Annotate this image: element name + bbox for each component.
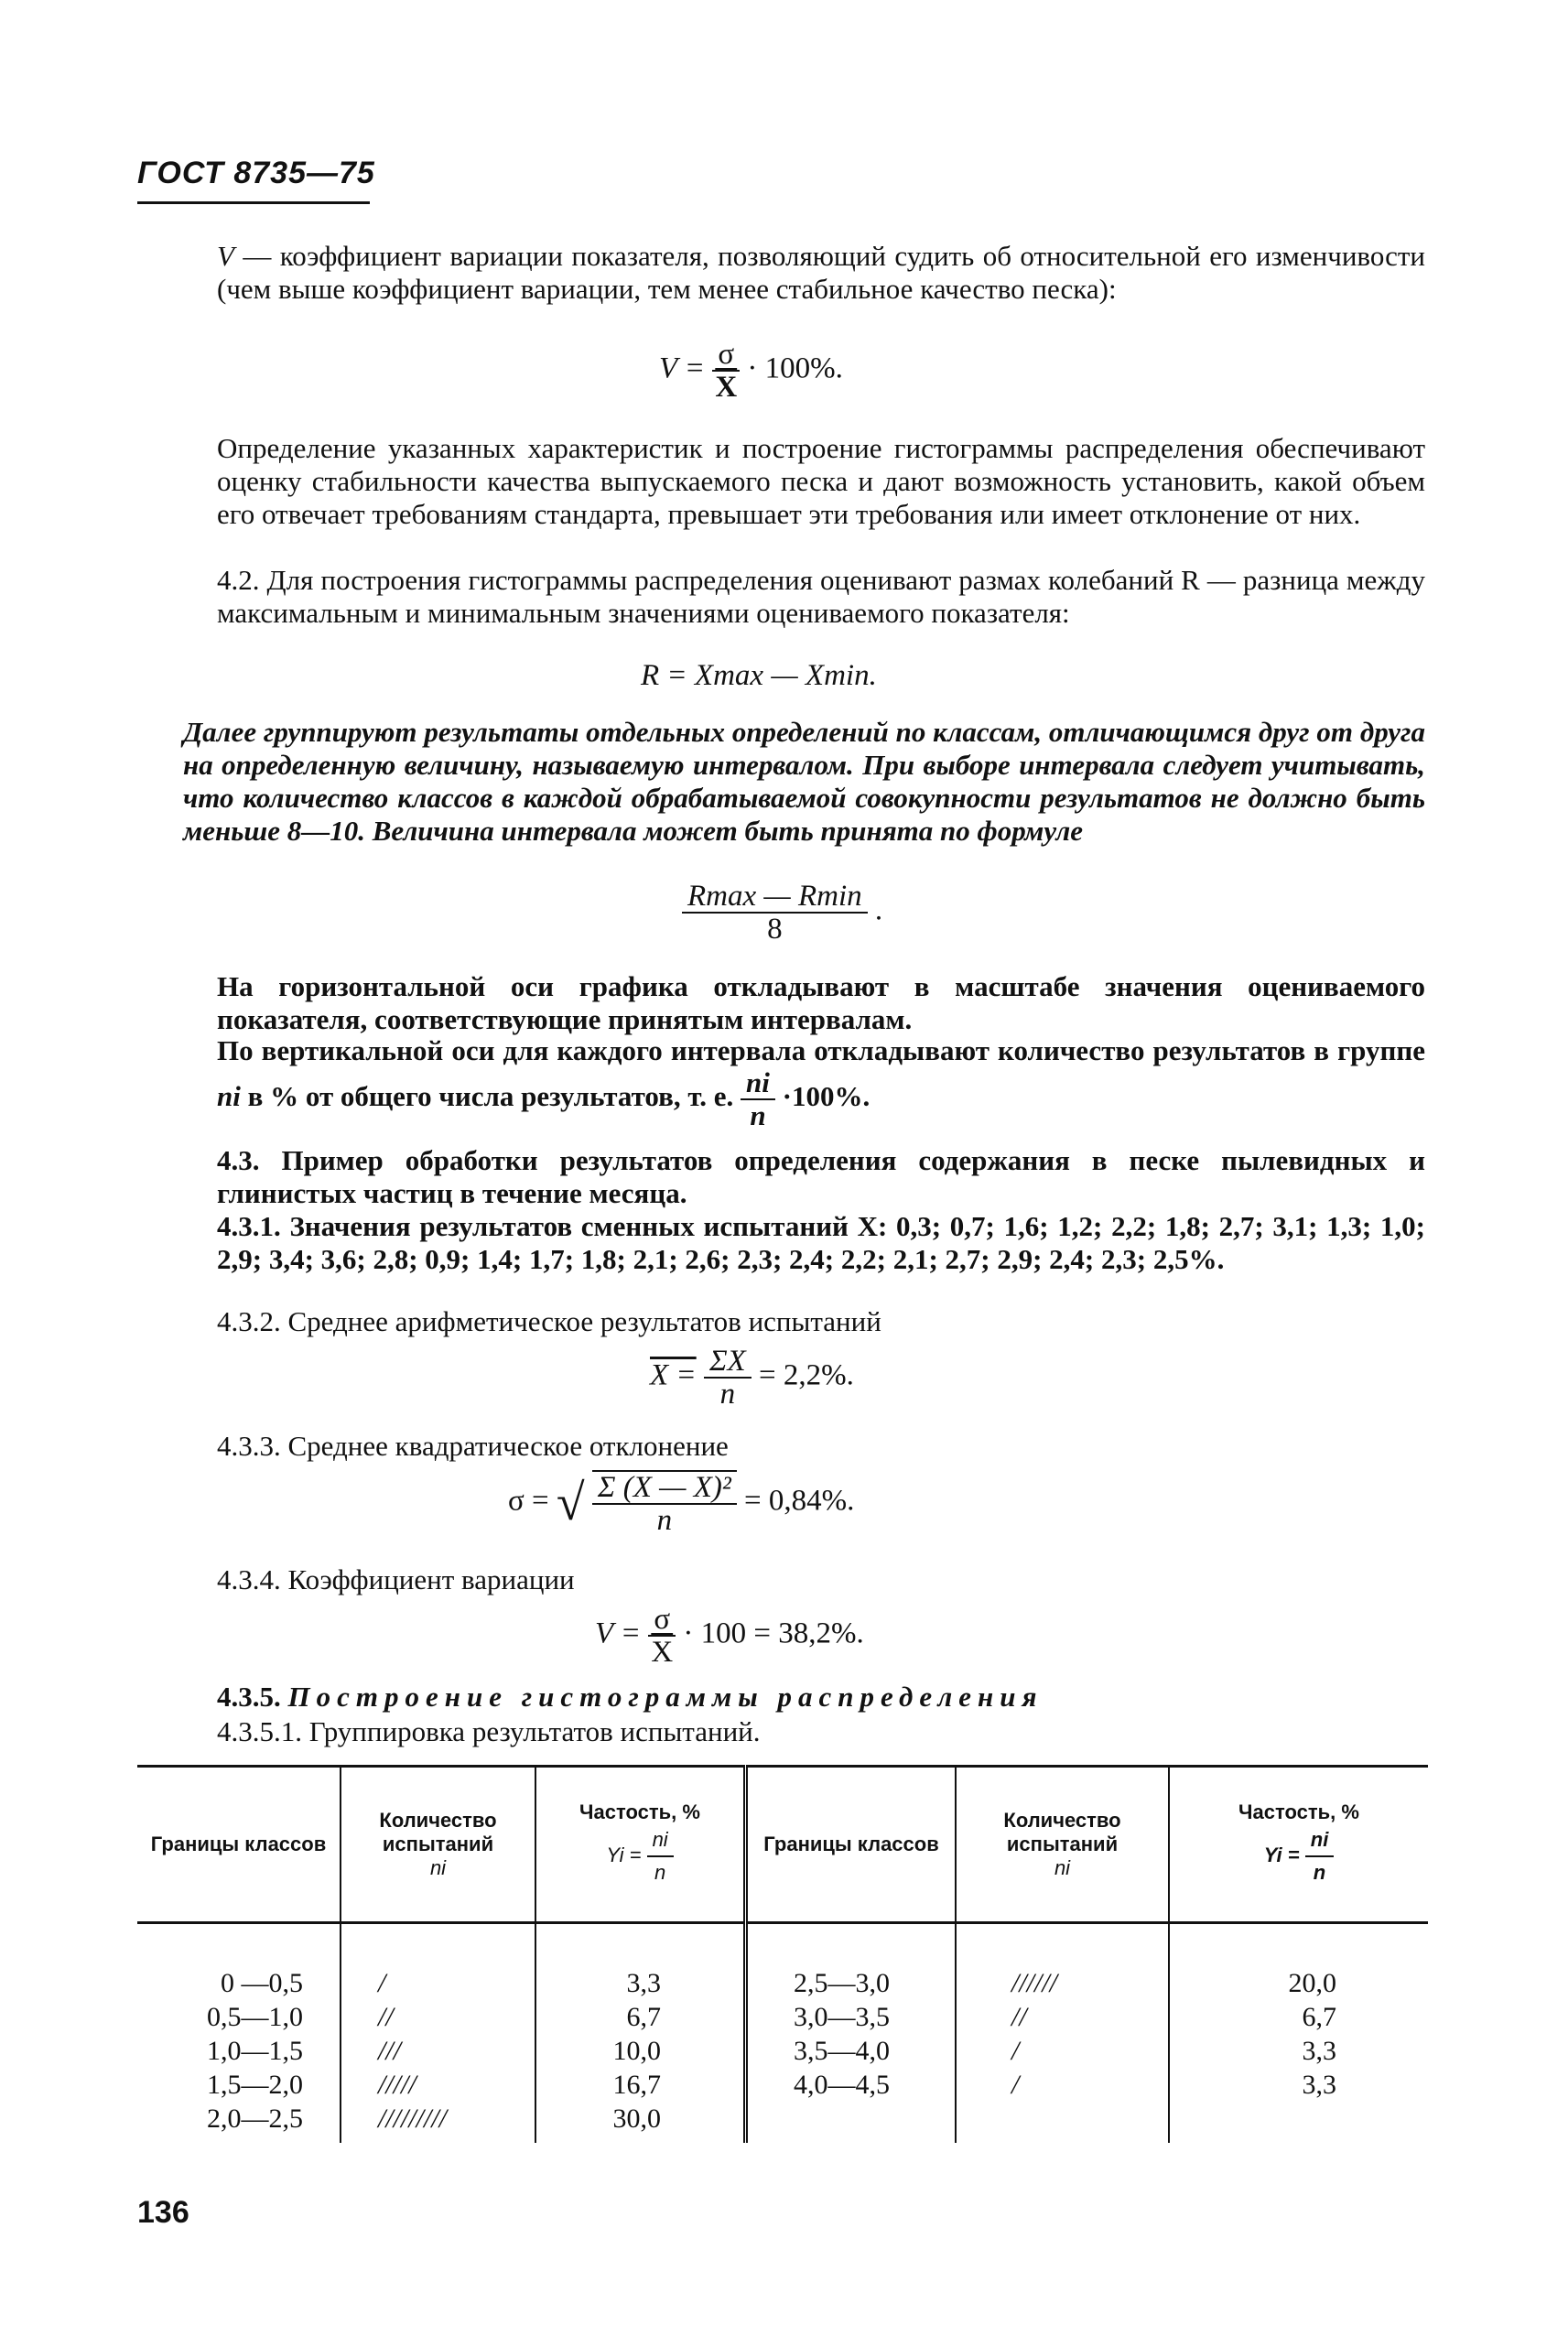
- table-cell: 0 —0,5: [221, 1968, 303, 1998]
- formula-interval-fraction: [682, 881, 868, 945]
- table-cell: 1,5—2,0: [207, 2070, 303, 2100]
- freq-right-column: [1169, 1923, 1428, 2144]
- col-header-freq-right-formula: [1177, 1824, 1421, 1888]
- bounds-right-column: [746, 1923, 957, 2144]
- paragraph-4-3-1: 4.3.1. Значения результатов сменных испытаний X: 0,3; 0,7; 1,6; 1,2; 2,2; 1,8; 2,7; 3,1; 1,3; 1,0; 2,9; 3,4; 3,6; 2,8; 0,9; 1,4; 1,7; 1,8; 2,1; 2,6; 2,3; 2,4; 2,2; 2,1; 2,7; 2,9; 2,4; 2,3; 2,5%.: [217, 1210, 1425, 1275]
- table-cell: //////: [1011, 1968, 1058, 1998]
- table-cell: /: [1011, 2036, 1020, 2066]
- paragraph-4-3-5: [217, 1681, 1425, 1714]
- formula-sigma-tail: = 0,84%.: [744, 1484, 855, 1518]
- table-cell: 2,0—2,5: [207, 2103, 303, 2134]
- col-header-freq-left-formula: [544, 1824, 736, 1888]
- formula-percent-num: ni: [741, 1067, 775, 1100]
- bounds-left-column: [137, 1923, 341, 2144]
- col-header-count-right-symbol: ni: [1054, 1856, 1071, 1879]
- table-cell: 6,7: [626, 2002, 661, 2032]
- paragraph-4-3-5-1: 4.3.5.1. Группировка результатов испытаний.: [217, 1715, 761, 1747]
- formula-v-tail: · 100%.: [747, 351, 843, 385]
- table-cell: 20,0: [1288, 1968, 1336, 1998]
- table-cell: //: [378, 2002, 394, 2032]
- document-header: ГОСТ 8735—75: [137, 156, 375, 190]
- table-cell: 6,7: [1302, 2002, 1336, 2032]
- formula-variation-result: [595, 1604, 864, 1668]
- freq-left-num: ni: [647, 1824, 674, 1857]
- table-cell: 2,5—3,0: [794, 1968, 890, 1998]
- paragraph-definition: Определение указанных характеристик и построение гистограммы распределения обеспечивают оценку стабильности качества выпускаемого песка и дают возможность установить, какой объем его отвечает требованиям стандарта, превышает эти требования или имеет отклонение от них.: [217, 432, 1425, 530]
- paragraph-grouping: Далее группируют результаты отдельных определений по классам, отличающимся друг от друга на определенную величину, называемую интервалом. При выборе интервала следует учитывать, что количество классов в каждой обрабатываемой совокупности результатов не должно быть меньше 8—10. Величина интервала может быть принята по формуле: [183, 716, 1425, 847]
- table-cell: /////////: [378, 2103, 448, 2134]
- formula-sigma: [508, 1470, 854, 1536]
- count-left-column: [341, 1923, 535, 2144]
- formula-percent-fraction: [741, 1067, 775, 1131]
- paragraph-vertical-axis: [217, 1034, 1425, 1131]
- table-cell: /////: [378, 2070, 416, 2100]
- freq-left-fraction: [647, 1824, 674, 1888]
- paragraph-4-3: 4.3. Пример обработки результатов определения содержания в песке пылевидных и глинистых частиц в течение месяца.: [217, 1144, 1425, 1209]
- col-header-count-right: [956, 1767, 1169, 1923]
- formula-interval: [682, 881, 882, 945]
- formula-v2-lhs: V =: [595, 1617, 642, 1650]
- col-header-count-left-label: Количество испытаний: [379, 1809, 497, 1855]
- grouping-table: [137, 1765, 1428, 2143]
- formula-range: R = Xmax — Xmin.: [641, 659, 877, 692]
- table-cell: /: [378, 1968, 386, 1998]
- freq-right-fraction: [1305, 1824, 1335, 1888]
- table-cell: /: [1011, 2070, 1020, 2100]
- col-header-bounds-right: Границы классов: [746, 1767, 957, 1923]
- paragraph-4-3-2: 4.3.2. Среднее арифметическое результатов испытаний: [217, 1305, 881, 1337]
- table-cell: //: [1011, 2002, 1027, 2032]
- col-header-freq-left: [535, 1767, 746, 1923]
- table-cell: 3,3: [1302, 2036, 1336, 2066]
- vertical-axis-text-a: По вертикальной оси для каждого интервала откладывают количество результатов в группе: [217, 1034, 1425, 1066]
- paragraph-4-2: 4.2. Для построения гистограммы распределения оценивают размах колебаний R — разница между максимальным и минимальным значениями оцениваемого показателя:: [217, 564, 1425, 629]
- freq-right-num: ni: [1305, 1824, 1335, 1857]
- freq-right-lhs: Yi =: [1263, 1843, 1300, 1866]
- v-definition: [217, 240, 1425, 306]
- formula-mean-fraction: [704, 1346, 752, 1410]
- col-header-freq-left-label: Частость, %: [579, 1801, 700, 1823]
- formula-mean: [650, 1346, 854, 1410]
- table-header-row: [137, 1767, 1428, 1923]
- formula-percent-tail: ·100%.: [782, 1080, 871, 1113]
- freq-left-column: [535, 1923, 746, 2144]
- v-symbol: V: [217, 240, 234, 272]
- formula-mean-den: n: [719, 1378, 736, 1411]
- vertical-axis-text-b: в % от общего числа результатов, т. е.: [247, 1080, 734, 1113]
- table-cell: 4,0—4,5: [794, 2070, 890, 2100]
- col-header-freq-right-label: Частость, %: [1238, 1801, 1359, 1823]
- formula-v-fraction: [712, 339, 740, 403]
- table-cell: 1,0—1,5: [207, 2036, 303, 2066]
- table-cell: ///: [378, 2036, 402, 2066]
- section-4-3-5-number: 4.3.5.: [217, 1681, 281, 1713]
- paragraph-4-3-3: 4.3.3. Среднее квадратическое отклонение: [217, 1430, 729, 1462]
- col-header-bounds-left: Границы классов: [137, 1767, 341, 1923]
- formula-interval-num: Rmax — Rmin: [682, 881, 868, 914]
- count-right-column: [956, 1923, 1169, 2144]
- table-cell: 30,0: [612, 2103, 661, 2134]
- col-header-count-left: [341, 1767, 535, 1923]
- freq-left-lhs: Yi =: [606, 1843, 642, 1866]
- table-cell: 3,3: [1302, 2070, 1336, 2100]
- table-body-row: [137, 1923, 1428, 2144]
- v-definition-text: — коэффициент вариации показателя, позволяющий судить об относительной его изменчивости (чем выше коэффициент вариации, тем менее стабильное качество песка):: [217, 240, 1426, 305]
- header-rule: [137, 201, 370, 204]
- table-cell: 3,0—3,5: [794, 2002, 890, 2032]
- table-cell: 3,3: [626, 1968, 661, 1998]
- formula-mean-tail: = 2,2%.: [758, 1358, 854, 1392]
- formula-sigma-lhs: σ =: [508, 1484, 549, 1518]
- col-header-freq-right: [1169, 1767, 1428, 1923]
- formula-v2-tail: · 100 = 38,2%.: [683, 1617, 864, 1650]
- section-4-3-5-title: Построение гистограммы распределения: [287, 1681, 1044, 1713]
- table-cell: 10,0: [612, 2036, 661, 2066]
- formula-sigma-den: n: [656, 1504, 673, 1537]
- formula-v2-fraction: [648, 1604, 676, 1668]
- table-cell: 16,7: [612, 2070, 661, 2100]
- formula-sigma-num: Σ (X — X)²: [592, 1472, 737, 1505]
- freq-right-den: n: [1313, 1861, 1326, 1884]
- col-header-count-left-symbol: ni: [429, 1856, 447, 1879]
- formula-v-den: X: [715, 371, 738, 404]
- formula-interval-tail: .: [874, 893, 883, 927]
- table-cell: 0,5—1,0: [207, 2002, 303, 2032]
- table-cell: 3,5—4,0: [794, 2036, 890, 2066]
- formula-sigma-fraction: [592, 1470, 737, 1536]
- page-number: 136: [137, 2195, 189, 2230]
- formula-v2-num: σ: [648, 1604, 676, 1637]
- formula-variation: [659, 339, 843, 403]
- col-header-count-right-label: Количество испытаний: [1003, 1809, 1121, 1855]
- vertical-axis-ni: ni: [217, 1080, 241, 1113]
- freq-left-den: n: [654, 1861, 666, 1884]
- sqrt-sign-icon: √: [556, 1475, 585, 1531]
- formula-v2-den: X: [651, 1636, 674, 1669]
- paragraph-4-3-4: 4.3.4. Коэффициент вариации: [217, 1563, 575, 1595]
- formula-interval-den: 8: [767, 913, 783, 946]
- paragraph-horizontal-axis: На горизонтальной оси графика откладывают в масштабе значения оцениваемого показателя, соответствующие принятым интервалам.: [217, 970, 1425, 1035]
- formula-v-num: σ: [712, 339, 740, 372]
- formula-percent-den: n: [750, 1099, 766, 1131]
- formula-v-lhs: V =: [659, 351, 706, 385]
- formula-mean-num: ΣX: [704, 1346, 752, 1379]
- formula-mean-lhs: X =: [650, 1358, 697, 1392]
